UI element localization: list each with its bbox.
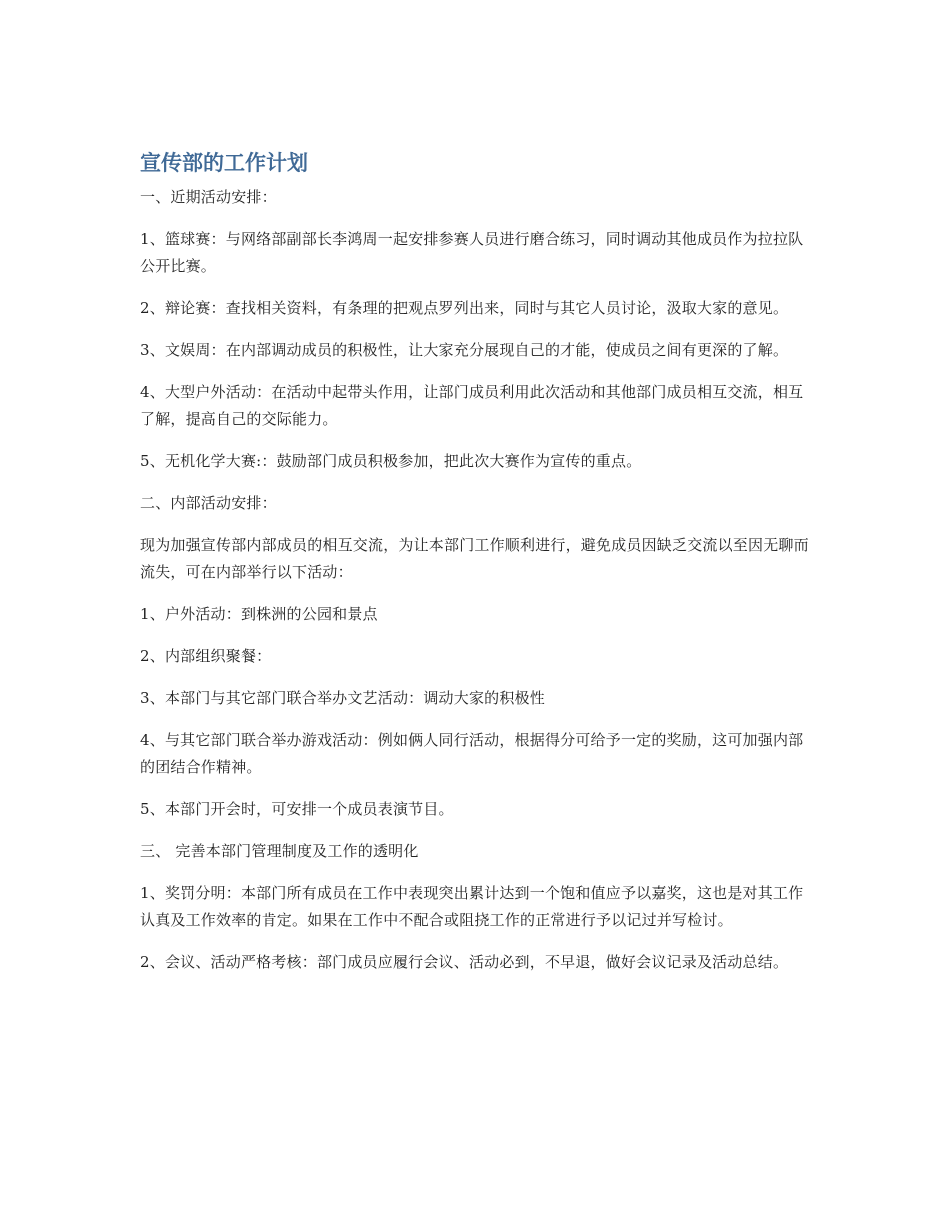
paragraph-rewards: 1、奖罚分明：本部门所有成员在工作中表现突出累计达到一个饱和值应予以嘉奖，这也是对其工作认真及工作效率的肯定。如果在工作中不配合或阻挠工作的正常进行予以记过并写检讨。 — [140, 884, 804, 929]
paragraph-internal-intro: 现为加强宣传部内部成员的相互交流，为让本部门工作顺利进行，避免成员因缺乏交流以至因无聊而流失，可在内部举行以下活动： — [140, 536, 809, 581]
paragraph-game-activity: 4、与其它部门联合举办游戏活动：例如俩人同行活动，根据得分可给予一定的奖励，这可加强内部的团结合作精神。 — [140, 731, 804, 776]
document-title: 宣传部的工作计划 — [140, 151, 308, 175]
document-page — [140, 148, 812, 991]
section-heading-3: 三、 完善本部门管理制度及工作的透明化 — [140, 842, 419, 860]
paragraph-meeting-review: 2、会议、活动严格考核：部门成员应履行会议、活动必到，不早退，做好会议记录及活动总结。 — [140, 953, 789, 971]
paragraph-meeting-show: 5、本部门开会时，可安排一个成员表演节目。 — [140, 800, 454, 818]
section-heading-2: 二、内部活动安排： — [140, 494, 277, 512]
paragraph-basketball: 1、篮球赛：与网络部副部长李鸿周一起安排参赛人员进行磨合练习，同时调动其他成员作为拉拉队公开比赛。 — [140, 230, 804, 275]
paragraph-chemistry-contest: 5、无机化学大赛:：鼓励部门成员积极参加，把此次大赛作为宣传的重点。 — [140, 452, 642, 470]
paragraph-dinner: 2、内部组织聚餐： — [140, 647, 272, 665]
paragraph-entertainment-week: 3、文娱周：在内部调动成员的积极性，让大家充分展现自己的才能，使成员之间有更深的了解。 — [140, 341, 789, 359]
paragraph-debate: 2、辩论赛：查找相关资料，有条理的把观点罗列出来，同时与其它人员讨论，汲取大家的意见。 — [140, 299, 789, 317]
paragraph-outdoor: 1、户外活动：到株洲的公园和景点 — [140, 605, 378, 623]
paragraph-outdoor-activity: 4、大型户外活动：在活动中起带头作用，让部门成员利用此次活动和其他部门成员相互交流，相互了解，提高自己的交际能力。 — [140, 383, 804, 428]
paragraph-arts-activity: 3、本部门与其它部门联合举办文艺活动：调动大家的积极性 — [140, 689, 545, 707]
section-heading-1: 一、近期活动安排： — [140, 188, 277, 206]
